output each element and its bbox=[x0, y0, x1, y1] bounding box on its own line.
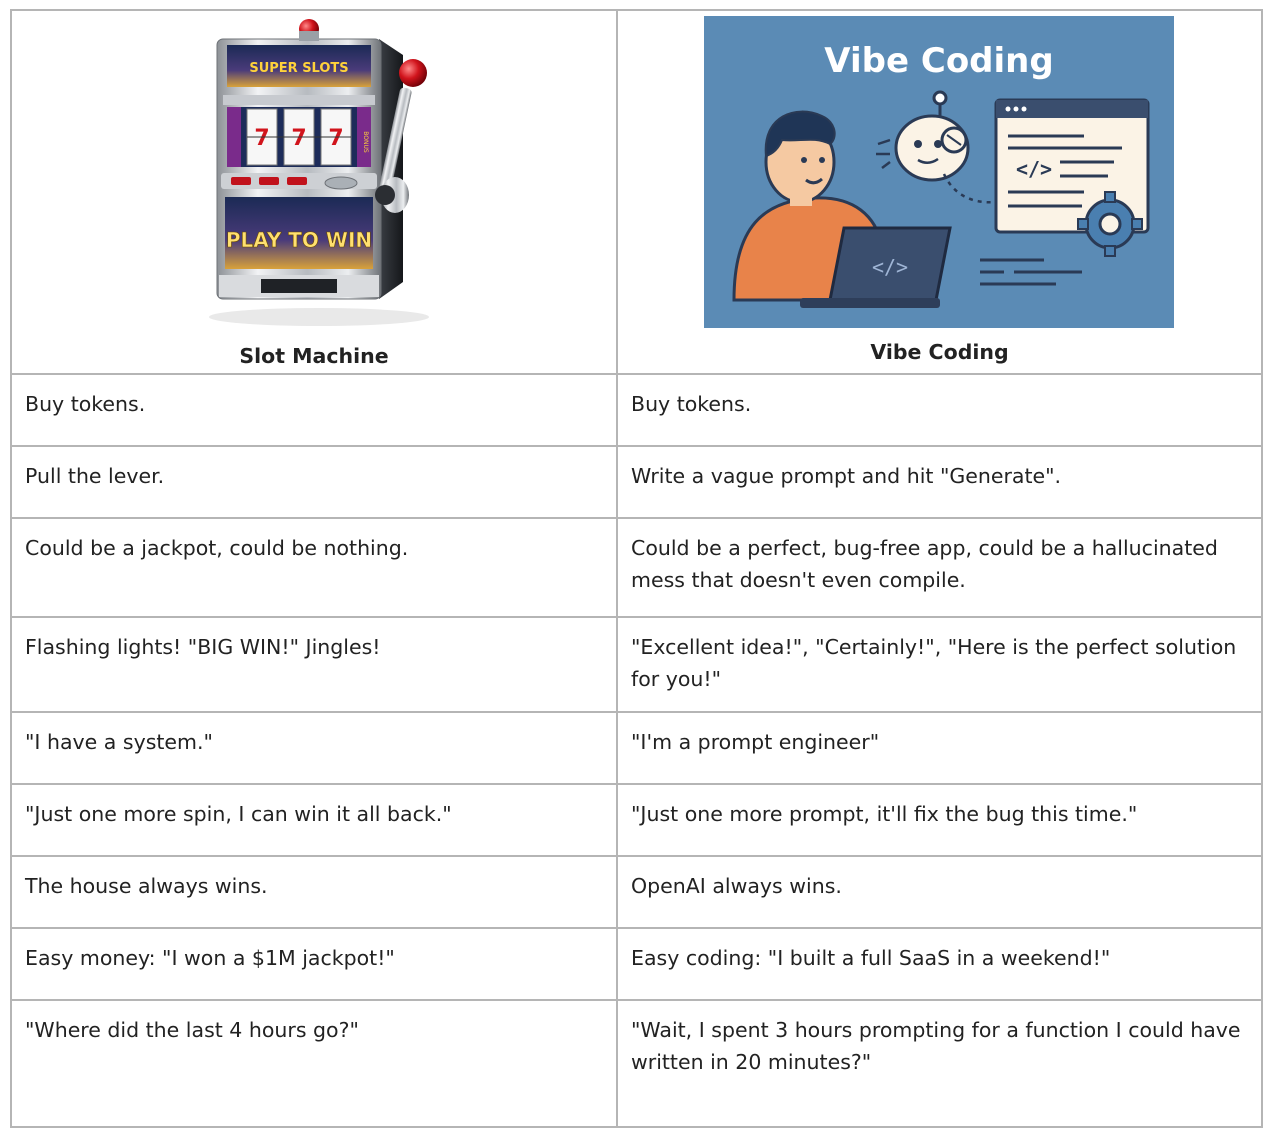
vibe-image-title: Vibe Coding bbox=[824, 41, 1054, 81]
cell-vibe-coding: Easy coding: "I built a full SaaS in a weekend!" bbox=[617, 928, 1262, 1000]
cell-slot-machine: "I have a system." bbox=[11, 712, 617, 784]
cell-slot-machine: "Where did the last 4 hours go?" bbox=[11, 1000, 617, 1127]
header-caption-vibe-coding: Vibe Coding bbox=[870, 340, 1009, 364]
table-row bbox=[11, 1000, 1262, 1127]
slot-bottom-sign: PLAY TO WIN bbox=[225, 228, 373, 252]
table-row bbox=[11, 446, 1262, 518]
header-cell-vibe-coding bbox=[617, 10, 1262, 374]
cell-slot-machine: Flashing lights! "BIG WIN!" Jingles! bbox=[11, 617, 617, 712]
table-row bbox=[11, 928, 1262, 1000]
cell-slot-machine: The house always wins. bbox=[11, 856, 617, 928]
laptop-glyph: </> bbox=[871, 255, 909, 279]
cell-vibe-coding: Write a vague prompt and hit "Generate". bbox=[617, 446, 1262, 518]
table-row bbox=[11, 617, 1262, 712]
cell-vibe-coding: "Excellent idea!", "Certainly!", "Here is the perfect solution for you!" bbox=[617, 617, 1262, 712]
svg-text:7: 7 bbox=[291, 126, 307, 151]
cell-vibe-coding: Could be a perfect, bug-free app, could be a hallucinated mess that doesn't even compile. bbox=[617, 518, 1262, 617]
window-glyph: </> bbox=[1015, 157, 1053, 181]
cell-slot-machine: Pull the lever. bbox=[11, 446, 617, 518]
table-row bbox=[11, 712, 1262, 784]
header-caption-slot-machine: Slot Machine bbox=[239, 344, 389, 368]
svg-text:7: 7 bbox=[328, 126, 344, 151]
cell-slot-machine: Could be a jackpot, could be nothing. bbox=[11, 518, 617, 617]
table-row bbox=[11, 374, 1262, 446]
svg-text:7: 7 bbox=[254, 126, 270, 151]
cell-vibe-coding: "I'm a prompt engineer" bbox=[617, 712, 1262, 784]
slot-machine-image bbox=[191, 17, 441, 329]
cell-slot-machine: Easy money: "I won a $1M jackpot!" bbox=[11, 928, 617, 1000]
vibe-coding-image bbox=[704, 16, 1174, 328]
cell-vibe-coding: "Wait, I spent 3 hours prompting for a function I could have written in 20 minutes?" bbox=[617, 1000, 1262, 1127]
header-row bbox=[11, 10, 1262, 374]
comparison-table bbox=[10, 9, 1263, 1128]
cell-vibe-coding: OpenAI always wins. bbox=[617, 856, 1262, 928]
slot-reels bbox=[247, 109, 351, 165]
cell-vibe-coding: "Just one more prompt, it'll fix the bug this time." bbox=[617, 784, 1262, 856]
table-row bbox=[11, 856, 1262, 928]
cell-slot-machine: "Just one more spin, I can win it all back." bbox=[11, 784, 617, 856]
cell-slot-machine: Buy tokens. bbox=[11, 374, 617, 446]
table-row bbox=[11, 518, 1262, 617]
table-row bbox=[11, 784, 1262, 856]
slot-top-sign: SUPER SLOTS bbox=[249, 61, 349, 76]
header-cell-slot-machine bbox=[11, 10, 617, 374]
slot-side-sign: BONUS bbox=[362, 131, 369, 153]
cell-vibe-coding: Buy tokens. bbox=[617, 374, 1262, 446]
